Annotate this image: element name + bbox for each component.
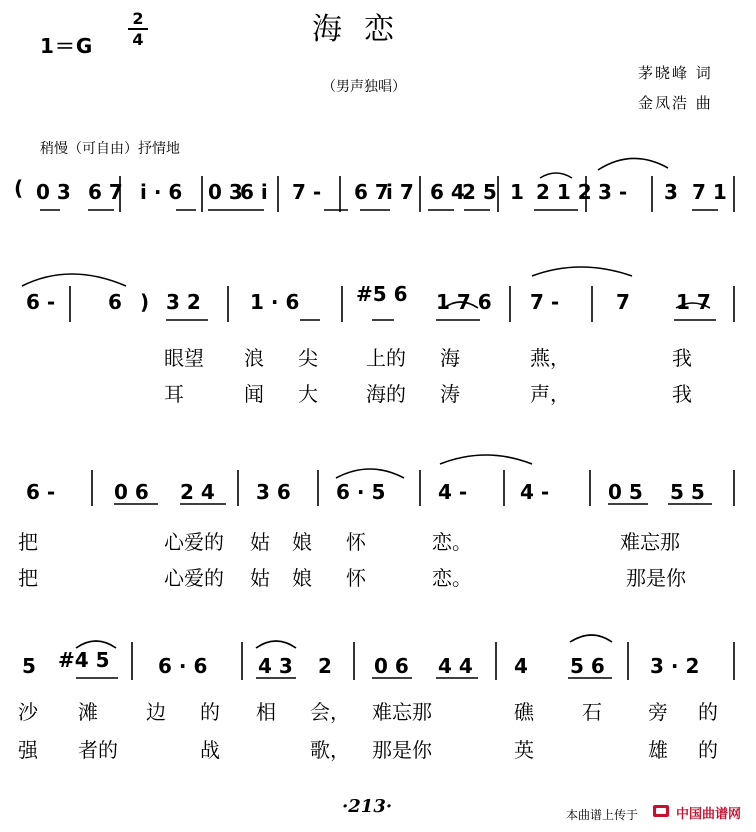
lyric: 的	[698, 700, 718, 724]
lyric: 的	[698, 738, 718, 762]
note: #4 5	[58, 648, 110, 672]
note: 4	[514, 654, 528, 678]
tempo-marking: 稍慢（可自由）抒情地	[40, 141, 180, 157]
note: )	[140, 290, 150, 314]
note: 4 4	[438, 654, 473, 678]
lyric: 那是你	[372, 738, 432, 762]
lyric: 闻	[244, 382, 264, 406]
lyric: 心爱的	[164, 566, 224, 590]
lyric: 尖	[298, 346, 318, 370]
lyric: 姑	[250, 566, 270, 590]
note: 2 4	[180, 480, 215, 504]
note: 6 · 6	[158, 654, 208, 678]
note: 4 -	[438, 480, 468, 504]
note: 2 5	[462, 180, 497, 204]
note: 2	[318, 654, 332, 678]
note: 7 -	[530, 290, 560, 314]
upload-note: 本曲谱上传于	[566, 808, 639, 822]
lyric: 涛	[440, 382, 460, 406]
lyric: 大	[298, 382, 318, 406]
lyric: 海	[440, 346, 460, 370]
note: 7 -	[292, 180, 322, 204]
lyric: 声，	[530, 382, 570, 406]
note: 0 6	[114, 480, 149, 504]
lyric: 英	[514, 738, 534, 762]
note: 1	[510, 180, 524, 204]
time-signature-bottom: 4	[132, 30, 144, 49]
lyric: 歌，	[310, 738, 350, 762]
lyric: 恋。	[432, 566, 472, 590]
note: 5	[22, 654, 36, 678]
lyric: 耳	[164, 382, 184, 406]
lyric: 心爱的	[164, 530, 224, 554]
note: 0 3	[208, 180, 243, 204]
page-number: ·213·	[342, 796, 393, 817]
note: 3 -	[598, 180, 628, 204]
lyric: 强	[18, 738, 38, 762]
note: 4 -	[520, 480, 550, 504]
site-logo-icon	[652, 803, 670, 819]
lyric: 恋。	[432, 530, 472, 554]
note: 3 2	[166, 290, 201, 314]
lyric: 我	[672, 346, 692, 370]
lyric: 难忘那	[372, 700, 432, 724]
note: 6 i	[240, 180, 268, 204]
lyric: 怀	[346, 566, 366, 590]
composer-credit: 金凤浩 曲	[638, 94, 713, 112]
song-title: 海恋	[312, 12, 416, 47]
lyric: 娘	[292, 566, 312, 590]
lyric: 旁	[648, 700, 668, 724]
lyric: 海的	[366, 382, 406, 406]
time-signature-top: 2	[132, 9, 144, 28]
lyric: 的	[200, 700, 220, 724]
site-name[interactable]: 中国曲谱网	[676, 807, 742, 822]
note: 6 7	[354, 180, 389, 204]
lyric: 我	[672, 382, 692, 406]
note: 2 1 2	[536, 180, 592, 204]
note: (	[14, 176, 24, 200]
lyric: 娘	[292, 530, 312, 554]
note: 5 6	[570, 654, 605, 678]
lyric: 者的	[78, 738, 118, 762]
lyric: 石	[582, 700, 602, 724]
note: 1 7 6	[436, 290, 492, 314]
lyric: 那是你	[626, 566, 686, 590]
lyric: 难忘那	[620, 530, 680, 554]
lyric: 边	[146, 700, 166, 724]
lyric: 把	[18, 530, 38, 554]
lyric: 把	[18, 566, 38, 590]
note: 1 7	[676, 290, 711, 314]
notation-row-1	[14, 176, 23, 200]
lyric: 怀	[346, 530, 366, 554]
note: 7 1	[692, 180, 727, 204]
note: 6 · 5	[336, 480, 386, 504]
note: i · 6	[140, 180, 183, 204]
note: i 7	[386, 180, 414, 204]
lyric: 沙	[18, 700, 38, 724]
note: 0 5	[608, 480, 643, 504]
note: 4 3	[258, 654, 293, 678]
note: 3 6	[256, 480, 291, 504]
note: 0 6	[374, 654, 409, 678]
note: #5 6	[356, 282, 408, 306]
note: 7	[616, 290, 630, 314]
lyricist-credit: 茅晓峰 词	[638, 64, 713, 82]
note: 3 · 2	[650, 654, 700, 678]
note: 5 5	[670, 480, 705, 504]
note: 0 3	[36, 180, 71, 204]
lyric: 战	[200, 738, 220, 762]
lyric: 礁	[514, 700, 534, 724]
lyric: 燕，	[530, 346, 570, 370]
lyric: 相	[256, 700, 276, 724]
lyric: 浪	[244, 346, 264, 370]
note: 1 · 6	[250, 290, 300, 314]
lyric: 雄	[648, 738, 668, 762]
key-signature: 1＝G	[40, 34, 94, 58]
note: 6 -	[26, 290, 56, 314]
note: 6 7	[88, 180, 123, 204]
lyric: 滩	[78, 700, 98, 724]
note: 6 4	[430, 180, 465, 204]
note: 6 -	[26, 480, 56, 504]
lyric: 上的	[366, 346, 406, 370]
lyric: 会，	[310, 700, 350, 724]
lyric: 眼望	[164, 346, 204, 370]
note: 6	[108, 290, 122, 314]
song-subtitle: （男声独唱）	[322, 79, 406, 95]
note: 3	[664, 180, 678, 204]
lyric: 姑	[250, 530, 270, 554]
